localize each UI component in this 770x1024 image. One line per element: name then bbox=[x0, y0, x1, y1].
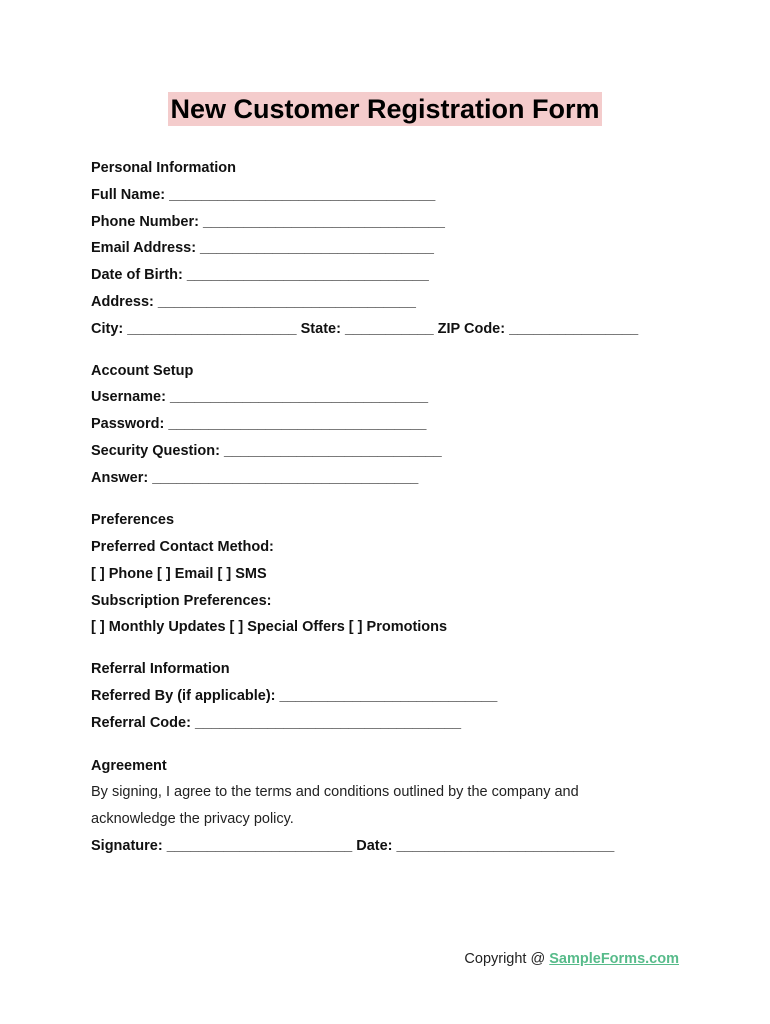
section-heading-agreement: Agreement bbox=[91, 758, 167, 774]
copyright-footer bbox=[464, 950, 679, 968]
city-state-zip-field: City: _____________________ State: ___________ ZIP Code: ________________ bbox=[91, 321, 639, 337]
answer-field: Answer: _________________________________ bbox=[91, 470, 419, 486]
section-heading-account: Account Setup bbox=[91, 363, 194, 379]
referred-by-field: Referred By (if applicable): ___________________________ bbox=[91, 688, 498, 704]
contact-method-options: [ ] Phone [ ] Email [ ] SMS bbox=[91, 566, 267, 582]
section-heading-preferences: Preferences bbox=[91, 512, 175, 528]
title-container bbox=[0, 92, 770, 126]
subscription-options: [ ] Monthly Updates [ ] Special Offers [ ] Promotions bbox=[91, 619, 448, 635]
email-address-field: Email Address: _____________________________ bbox=[91, 240, 434, 256]
address-field: Address: ________________________________ bbox=[91, 294, 416, 310]
section-heading-personal: Personal Information bbox=[91, 160, 237, 176]
agreement-text-line-1: By signing, I agree to the terms and conditions outlined by the company and bbox=[91, 784, 579, 800]
copyright-text: Copyright @ bbox=[464, 951, 550, 967]
full-name-field: Full Name: _________________________________ bbox=[91, 187, 436, 203]
page-title: New Customer Registration Form bbox=[170, 94, 600, 124]
brand-link[interactable]: SampleForms.com bbox=[549, 951, 679, 967]
password-field: Password: ________________________________ bbox=[91, 416, 427, 432]
signature-date-field: Signature: _______________________ Date: ___________________________ bbox=[91, 838, 615, 854]
date-of-birth-field: Date of Birth: ______________________________ bbox=[91, 267, 429, 283]
contact-method-label: Preferred Contact Method: bbox=[91, 539, 274, 555]
security-question-field: Security Question: ___________________________ bbox=[91, 443, 442, 459]
subscription-label: Subscription Preferences: bbox=[91, 593, 272, 609]
phone-number-field: Phone Number: ______________________________ bbox=[91, 214, 445, 230]
section-heading-referral: Referral Information bbox=[91, 661, 230, 677]
agreement-text-line-2: acknowledge the privacy policy. bbox=[91, 811, 294, 827]
username-field: Username: ________________________________ bbox=[91, 389, 429, 405]
referral-code-field: Referral Code: _________________________________ bbox=[91, 715, 462, 731]
